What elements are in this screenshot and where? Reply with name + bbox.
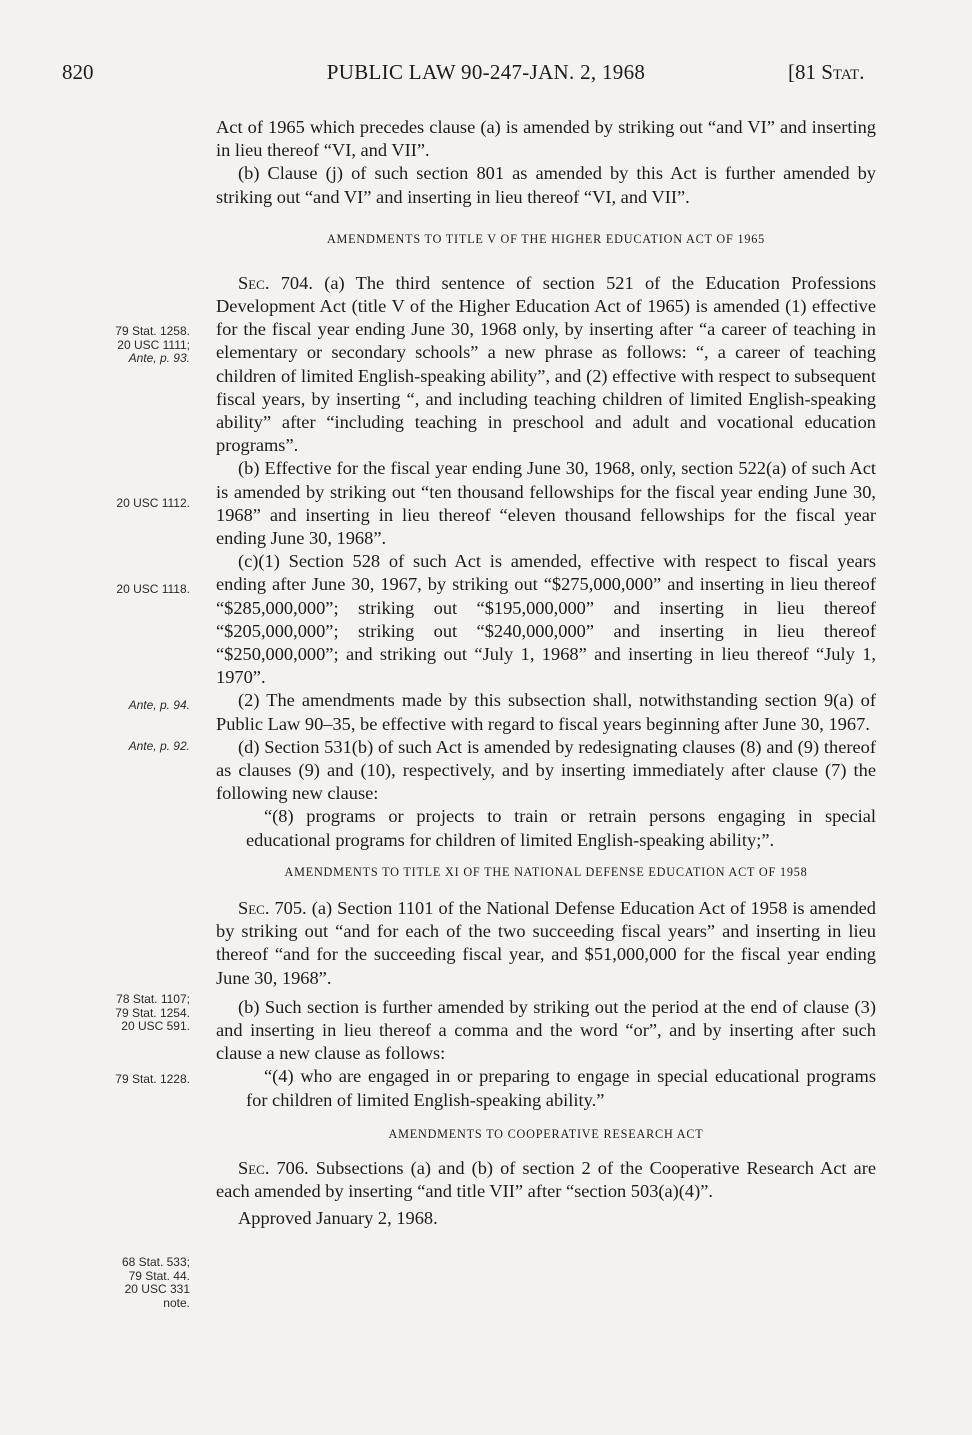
margin-note-line: 68 Stat. 533; <box>121 1255 190 1269</box>
margin-note-ante-94 <box>50 699 190 713</box>
section-705-a-text: (a) Section 1101 of the National Defense Education Act of 1958 is amended by striking out “and for each of the two succeeding fiscal years” and inserting in lieu thereof “and for the succeeding fiscal year, and $51,000,000 for the fiscal year ending June 30, 1968”. <box>216 897 876 988</box>
section-704-label: Sec. 704. <box>238 272 313 293</box>
margin-note-line: 78 Stat. 1107; <box>116 992 190 1006</box>
section-heading-title-xi: AMENDMENTS TO TITLE XI OF THE NATIONAL DEFENSE EDUCATION ACT OF 1958 <box>284 864 808 879</box>
section-704-a <box>216 272 876 458</box>
section-705-b-quote: “(4) who are engaged in or preparing to engage in special educational programs for children of limited English-speaking ability.” <box>246 1066 876 1110</box>
statute-reference <box>788 60 864 85</box>
margin-note-line: note. <box>163 1295 190 1310</box>
margin-note-ante-92 <box>50 740 190 754</box>
margin-note-stat-1107 <box>50 993 190 1034</box>
section-704-b: (b) Effective for the fiscal year ending June 30, 1968, only, section 522(a) of such Act is amended by striking out “ten thousand fellowships for the fiscal year ending June 30, 1968” and inserting in lieu thereof “eleven thousand fellowships for the fiscal year ending June 30, 1968”. <box>216 458 876 549</box>
margin-note-line: 79 Stat. 44. <box>128 1268 190 1283</box>
section-705-a <box>216 897 876 990</box>
section-704-d-quote: “(8) programs or projects to train or retrain persons engaging in special educational programs for children of limited English-speaking ability;”. <box>246 806 876 850</box>
section-704-c2: (2) The amendments made by this subsection shall, notwithstanding section 9(a) of Public Law 90–35, be effective with regard to fiscal years beginning after June 30, 1967. <box>216 690 876 734</box>
section-704-c1: (c)(1) Section 528 of such Act is amended, effective with respect to fiscal years ending after June 30, 1967, by striking out “$275,000,000” and inserting in lieu thereof “$285,000,000”; striking out “$195,000,000” and inserting in lieu thereof “$205,000,000”; striking out “$240,000,000” and inserting in lieu thereof “$250,000,000”; and striking out “July 1, 1968” and inserting in lieu thereof “July 1, 1970”. <box>216 551 876 688</box>
margin-note-usc-1118 <box>50 583 190 597</box>
margin-note-line: 79 Stat. 1258. <box>115 324 190 338</box>
section-heading-cooperative-research: AMENDMENTS TO COOPERATIVE RESEARCH ACT <box>388 1126 704 1141</box>
margin-note-line: 79 Stat. 1254. <box>115 1005 190 1020</box>
margin-note-usc-1112 <box>50 497 190 511</box>
body-text <box>216 116 876 1230</box>
approval-date: Approved January 2, 1968. <box>238 1208 438 1229</box>
margin-note-line: Ante, p. 92. <box>128 739 190 753</box>
margin-note-line: 20 USC 1112. <box>116 496 190 510</box>
margin-note-stat-1228 <box>50 1073 190 1087</box>
section-704-d: (d) Section 531(b) of such Act is amended by redesignating clauses (8) and (9) thereof as clauses (9) and (10), respectively, and by inserting immediately after clause (7) the following new clause: <box>216 736 876 804</box>
margin-note-line: 20 USC 1118. <box>116 582 190 596</box>
margin-note-line: Ante, p. 93. <box>128 351 190 365</box>
section-706-label: Sec. 706. <box>238 1157 309 1178</box>
margin-note-line: 79 Stat. 1228. <box>115 1072 190 1086</box>
paragraph-clause-j: (b) Clause (j) of such section 801 as amended by this Act is further amended by striking out “and VI” and inserting in lieu thereof “VI, and VII”. <box>216 163 876 207</box>
section-705-b: (b) Such section is further amended by striking out the period at the end of clause (3) and inserting in lieu thereof a comma and the word “or”, and by inserting after such clause a new clause as follows: <box>216 996 876 1064</box>
page-number: 820 <box>62 60 94 84</box>
paragraph-continuation: Act of 1965 which precedes clause (a) is amended by striking out “and VI” and inserting in lieu thereof “VI, and VII”. <box>216 117 876 161</box>
page-title: PUBLIC LAW 90-247-JAN. 2, 1968 <box>326 60 646 84</box>
section-704-a-text: (a) The third sentence of section 521 of the Education Professions Development Act (title V of the Higher Education Act of 1965) is amended (1) effective for the fiscal year ending June 30, 1968 only, by inserting after “a career of teaching in elementary or secondary schools” a new phrase as follows: “, a career of teaching children of limited English-speaking ability”, and (2) effective with respect to subsequent fiscal years, by inserting “, and including teaching children of limited English-speaking ability” after “including teaching in preschool and adult and vocational education programs”. <box>216 272 876 456</box>
margin-note-stat-533 <box>50 1256 190 1310</box>
section-706 <box>216 1157 876 1203</box>
margin-note-line: 20 USC 591. <box>121 1019 190 1033</box>
section-705-label: Sec. 705. <box>238 897 307 918</box>
section-706-text: Subsections (a) and (b) of section 2 of the Cooperative Research Act are each amended by inserting “and title VII” after “section 503(a)(4)”. <box>216 1157 876 1201</box>
margin-note-line: Ante, p. 94. <box>128 698 190 712</box>
margin-note-stat-1258 <box>50 325 190 366</box>
page-header <box>0 60 972 100</box>
margin-note-line: 20 USC 331 <box>124 1282 190 1296</box>
section-heading-title-v: AMENDMENTS TO TITLE V OF THE HIGHER EDUCATION ACT OF 1965 <box>326 231 766 246</box>
statute-label: Stat. <box>821 60 865 84</box>
statute-volume: [81 <box>788 60 822 84</box>
margin-note-line: 20 USC 1111; <box>117 337 190 352</box>
